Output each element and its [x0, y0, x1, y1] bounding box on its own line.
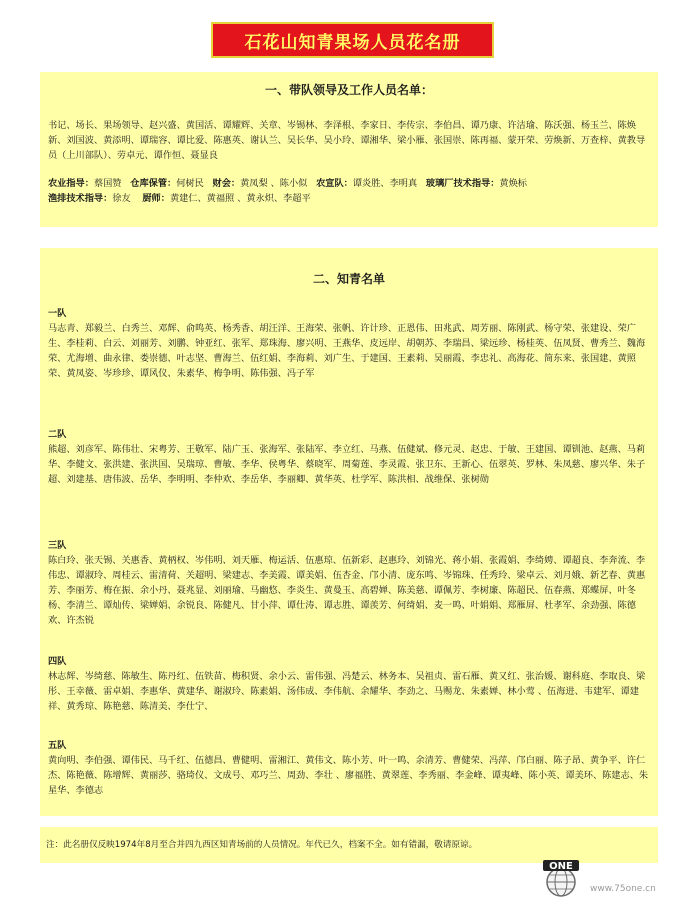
role-label: 仓库保管： — [130, 178, 177, 189]
role-label: 玻璃厂技术指导： — [425, 178, 500, 189]
youth-panel — [40, 248, 658, 816]
watermark-logo-text: ONE — [549, 861, 573, 872]
team-members: 林志辉、岑绮慈、陈敏生、陈丹红、伍铁苗、梅积贤、余小云、雷伟强、冯楚云、林务本、吴祖贞、雷石雁、黄又红、张治媛、谢科庭、李取良、梁彤、王幸薇、雷卓娟、李惠华、黄建华、谢淑玲、陈素娟、汤伟成、李伟航、余耀华、李劲之、马赐龙、朱素婵、林小莺 、伍海进、韦建军、谭建祥、黄秀琼、陈艳慈、陈清美、李仕宁、 — [48, 671, 646, 712]
leaders-list: 书记、场长、果场领导、赵兴盛、黄国活、谭耀辉、关章、岑锡林、李泽根、李家日、李传宗、李伯昌、谭乃康、许洁瑜、陈沃强、杨玉兰、陈焕新、刘国波、黄添明、谭瑞容、谭比爱、陈惠英、谢认兰、吴长华、吴小玲、谭湘华、梁小雁、张国崇、陈再福、蒙开荣、劳焕新、万查梓、黄教导员（上川部队）、劳卓元、谭作恒、聂显良 — [48, 120, 646, 161]
team-members: 马志青、郑毅兰、白秀兰、邓辉、俞鸣英、杨秀香、胡汪洋、王海荣、张帆、许计珍、正恩伟、田兆武、周芳丽、陈刚武、杨守荣、张建设、荣广生、李桂莉、白云、刘丽芳、刘鹏、钟亚红、张军、郑珠海、廖兴明、王燕华、皮远岸、胡朝苏、李瑞昌、梁远珍、杨桂英、伍凤贤、曹秀兰、魏海荣、尤海增、曲永律、娄崇德、叶志坚、曹海兰、伍红娟、李海莉、刘广生、于建国、王素莉、吴丽霞、李忠礼、高海花、简东来、张国建、黄照荣、黄凤姿、岑珍珍、谭风仪、朱素华、梅争明、陈伟强、冯子军 — [48, 323, 646, 379]
role-value: 黄建仁、黄福照 、黄永炽、李超平 — [169, 193, 311, 204]
roles-line-2 — [40, 191, 658, 206]
leaders-panel — [40, 72, 658, 227]
role-value: 蔡国赞 — [93, 178, 122, 189]
team-members: 熊超、刘彦军、陈伟壮、宋粤芳、王敬军、陆广玉、张海军、张陆军、李立红、马燕、伍健斌、修元灵、赵忠、于敏、王建国、谭钏池、赵燕、马莉华、李健文、张洪建、张洪国、吴瑞琼、曹敏、李华、侯粤华、蔡晓军、周菊莲、李灵霞、张卫东、王新心、伍翠英、罗林、朱凤慈、廖兴华、朱子超、刘建基、唐伟波、岳华、李明明、李仲欢、李岳华、李丽卿、黄华英、杜学军、陈洪相、战维保、张树勋 — [48, 444, 646, 485]
role-label: 农宣队： — [316, 178, 353, 189]
team-name: 五队 — [48, 740, 67, 751]
page-title: 石花山知青果场人员花名册 — [211, 22, 494, 58]
role-label: 渔排技术指导： — [48, 193, 113, 204]
role-value: 黄凤梨 、陈小似 — [240, 178, 308, 189]
team-members: 陈白玲、张天锡、关惠香、黄柄权、岑伟明、刘天雁、梅运活、伍惠琼、伍新彩、赵惠玲、刘锦光、蒋小娟、张霞娟、李绮娉、谭超良、李奔流、李伟忠、谭淑玲、周桂云、雷清荷、关超明、梁建志、李美霞、谭美娟、伍杏金、邝小清、庞东鸣、岑锦珠、任秀玲、梁卓云、刘月娥、新艺春、黄惠芳、李丽芳、梅在振、余小丹、聂兆显、刘丽瑜、马幽悠、李炎生、黄曼玉、高碧婵、陈美慈、谭佩芳、李树廉、陈超民、伍春燕、郑蝶屏、叶冬杨、李清兰、谭灿传、梁婵娟、余锐良、陈健凡、甘小萍、谭仕涛、谭志胜、谭羡芳、何绮娟、麦一鸣、叶娟娟、郑雁屏、杜孝军、余劲强、陈德欢、许杰锐 — [48, 555, 646, 626]
youth-heading: 二、知青名单 — [312, 272, 385, 286]
role-value: 徐友 — [112, 193, 131, 204]
team-name: 四队 — [48, 656, 67, 667]
leaders-heading: 一、带队领导及工作人员名单： — [264, 83, 433, 97]
watermark-url: www.75one.cn — [590, 884, 656, 894]
team-block-1 — [48, 306, 650, 381]
role-value: 黄焕标 — [499, 178, 527, 189]
role-value: 谭炎胜、李明真 — [352, 178, 418, 189]
team-block-3 — [48, 538, 650, 628]
watermark-globe-icon — [538, 858, 584, 898]
role-value: 何树民 — [176, 178, 204, 189]
team-block-5 — [48, 738, 650, 798]
role-label: 厨师： — [142, 193, 170, 204]
roles-line-1 — [40, 176, 658, 191]
team-name: 三队 — [48, 540, 67, 551]
team-name: 一队 — [48, 308, 67, 319]
role-label: 财会： — [212, 178, 241, 189]
team-members: 黄向明、李伯强、谭伟民、马千红、伍德昌、曹健明、雷湘江、黄伟文、陈小芳、叶一鸣、余清芳、曹健荣、冯萍、邝白丽、陈子昂、黄争平、许仁杰、陈艳薇、陈增辉、黄丽莎、骆琦仪、文成号、邓巧兰、周劲、李壮 、廖福胜、黄翠莲、李秀丽、李金峰、谭夷峰、陈小英、谭美环、陈建志、朱星华、李德志 — [48, 755, 649, 796]
team-name: 二队 — [48, 429, 67, 440]
footnote: 注：此名册仅反映1974年8月至合并四九西区知青场前的人员情况。年代已久，档案不全。如有错漏，敬请原谅。 — [46, 840, 478, 850]
role-label: 农业指导： — [48, 178, 94, 189]
team-block-4 — [48, 654, 650, 714]
team-block-2 — [48, 427, 650, 487]
